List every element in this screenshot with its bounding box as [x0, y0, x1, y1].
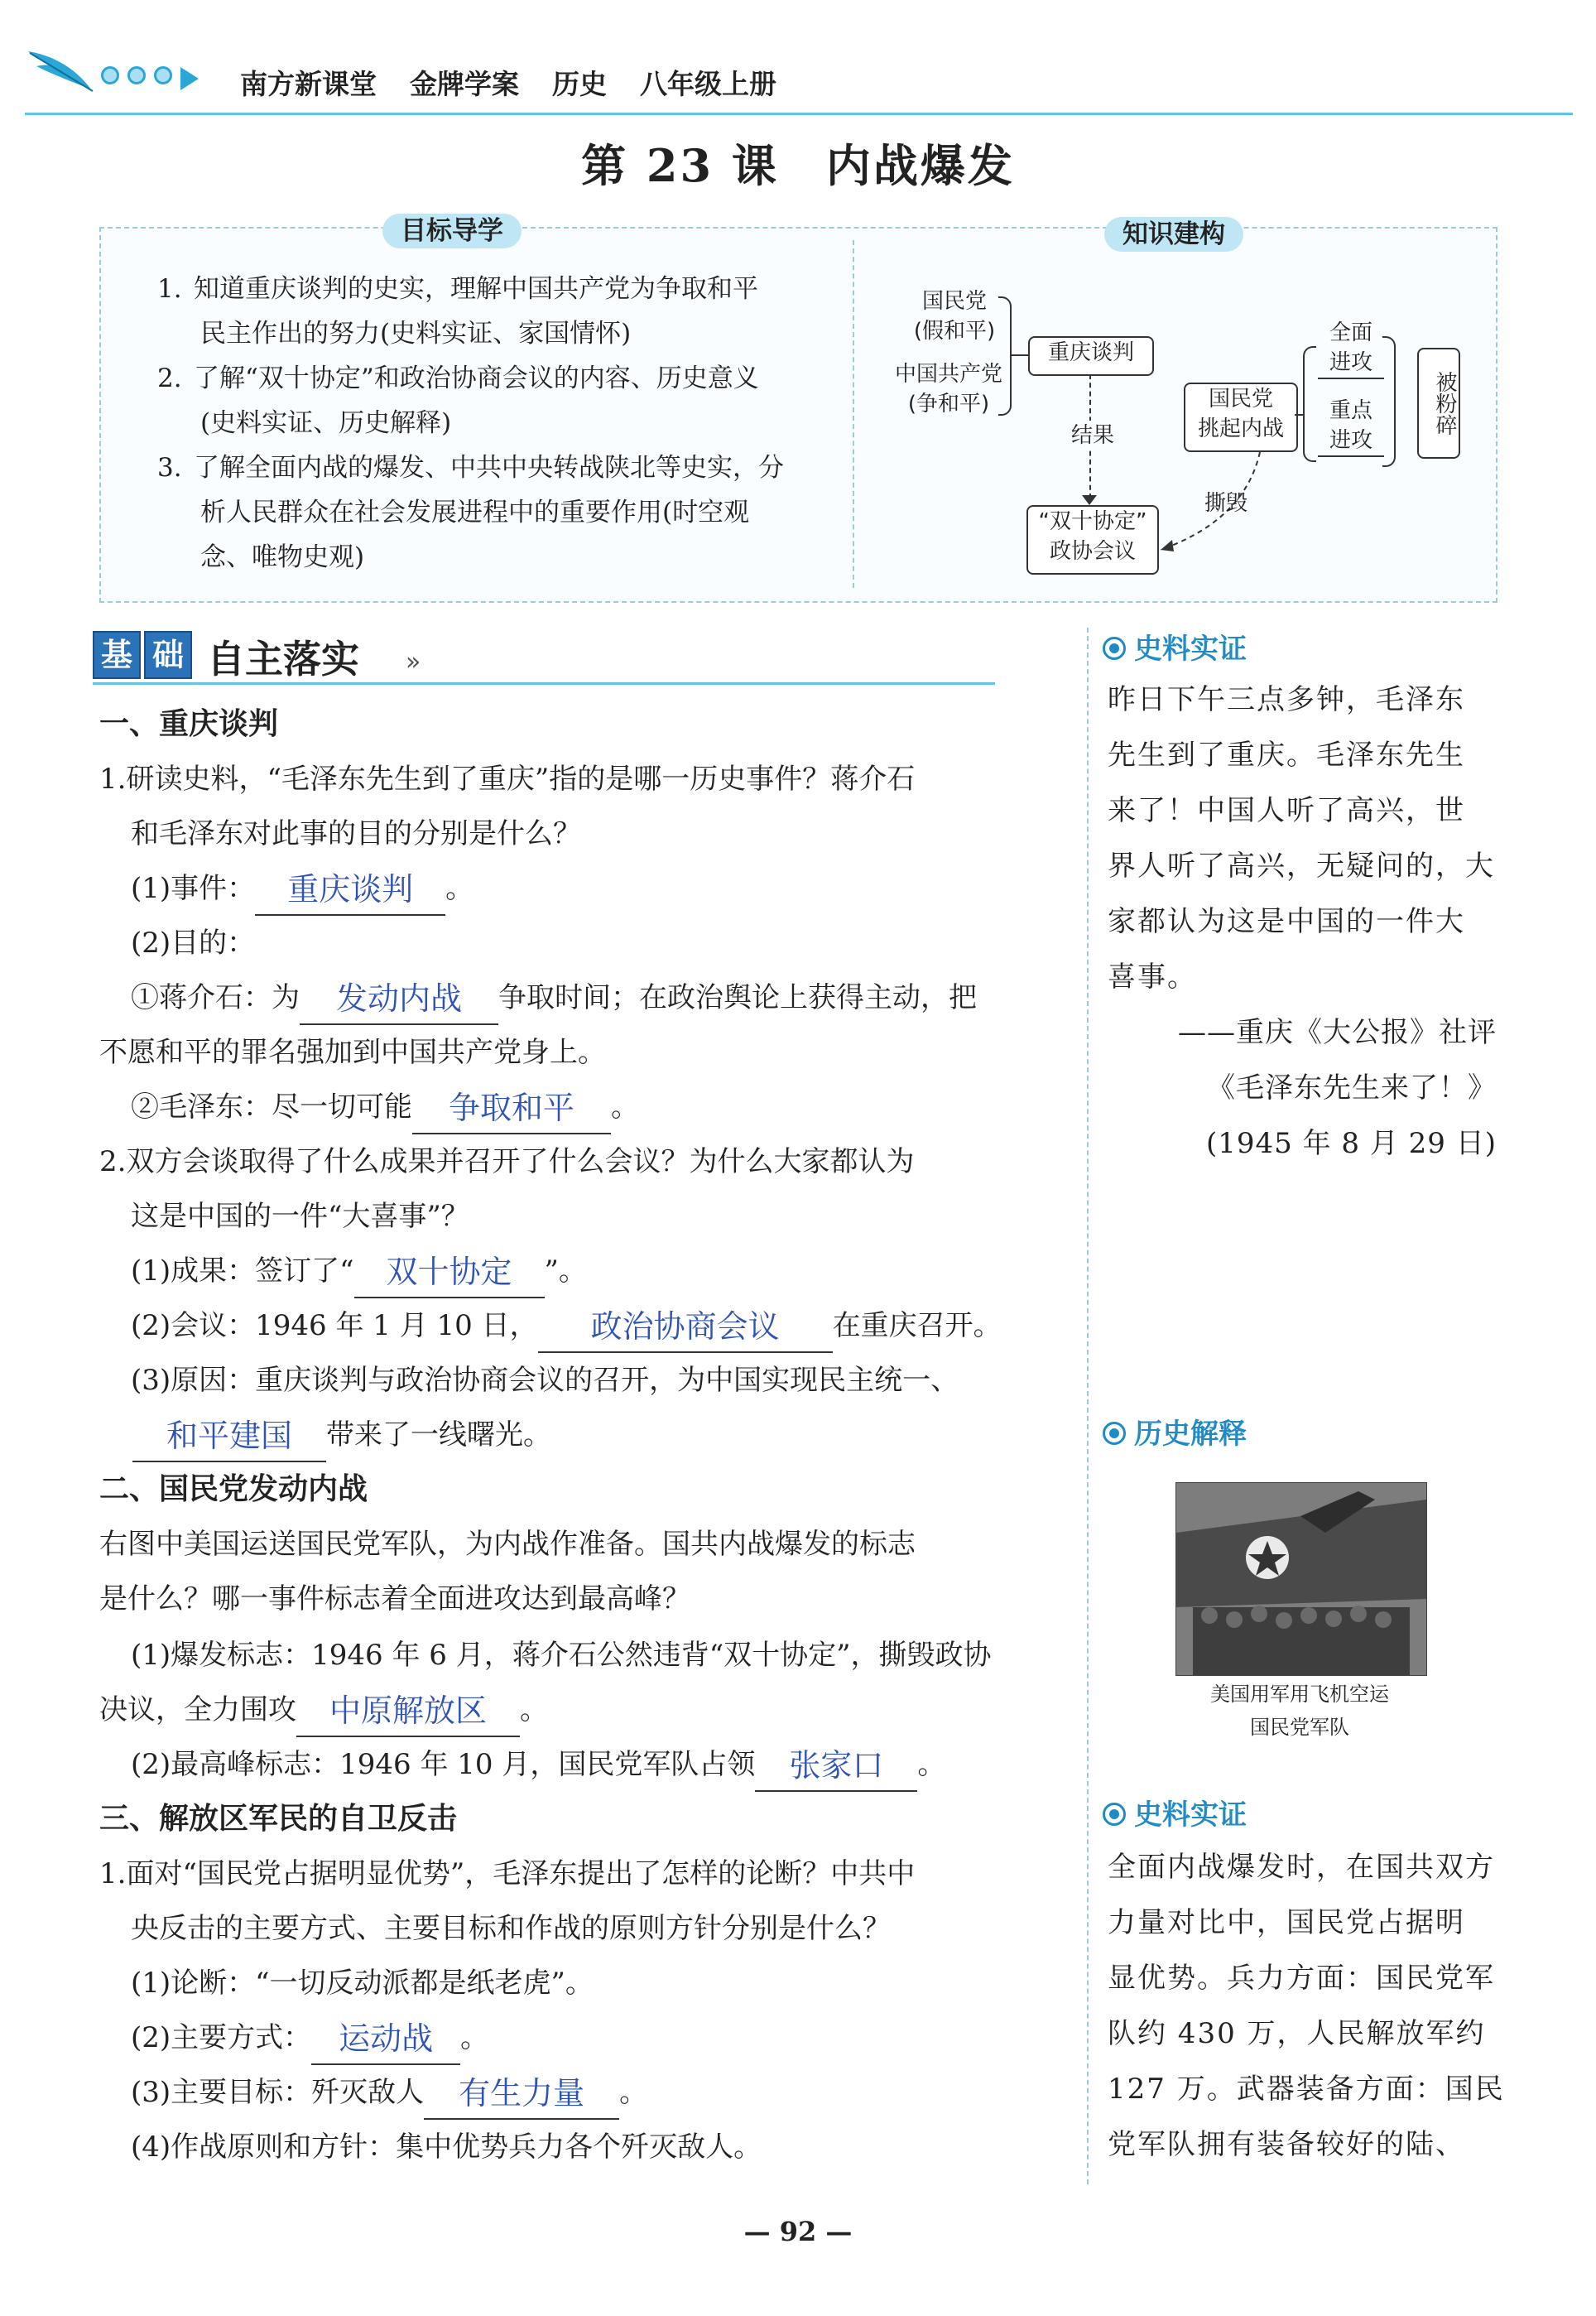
- goal-item: [157, 267, 853, 356]
- diagram-ccp: 中国共产党 (争和平): [894, 362, 1002, 416]
- goal-item: [157, 445, 853, 580]
- diagram-connector: [1295, 414, 1303, 416]
- bullet-icon: [1103, 637, 1126, 660]
- diagram-connector: [1010, 354, 1028, 356]
- diagram-brace: [998, 296, 1012, 416]
- badge-char: 础: [144, 631, 192, 679]
- diagram-kmt: 国民党 (假和平): [913, 289, 996, 344]
- answer-blank: 运动战: [311, 2024, 460, 2065]
- badge-char: 基: [93, 631, 141, 679]
- answer-line: (1)成果：签订了“ 双十协定 ”。: [131, 1244, 587, 1298]
- page-number: — 92 —: [743, 2216, 853, 2247]
- part2-heading: 二、国民党发动内战: [99, 1472, 368, 1506]
- diagram-result: 结果: [1060, 421, 1126, 450]
- part3-heading: 三、解放区军民的自卫反击: [99, 1802, 458, 1836]
- answer-blank: 双十协定: [354, 1257, 545, 1298]
- answer-line: (1)事件： 重庆谈判 。: [131, 861, 474, 916]
- answer-blank: 重庆谈判: [255, 874, 445, 916]
- photo-caption: 美国用军用飞机空运 国民党军队: [1210, 1683, 1389, 1739]
- diagram-brace-right: [1382, 336, 1396, 467]
- answer-blank: 和平建国: [132, 1421, 326, 1462]
- question-text: 2.双方会谈取得了什么成果并召开了什么会议？为什么大家都认为: [99, 1145, 915, 1178]
- answer-text: (1)论断：“一切反动派都是纸老虎”。: [131, 1967, 594, 2000]
- side1-title: 史料实证: [1103, 626, 1247, 667]
- side-divider: [1087, 628, 1089, 2184]
- goal-item: [157, 356, 853, 445]
- goal-text: 了解全面内战的爆发、中共中央转战陕北等史实，分: [194, 453, 784, 483]
- goal-number: 2.: [157, 364, 182, 393]
- part1-heading: 一、重庆谈判: [99, 707, 279, 741]
- diagram-brace-left: [1303, 346, 1316, 462]
- answer-line: (3)主要目标：歼灭敌人 有生力量 。: [131, 2065, 647, 2120]
- goal-text: 了解“双十协定”和政治协商会议的内容、历史意义: [194, 364, 759, 393]
- play-arrow-icon: [180, 67, 199, 90]
- section-divider: [93, 682, 995, 685]
- feather-icon: [25, 46, 99, 96]
- answer-line: 决议，全力围攻 中原解放区 。: [99, 1683, 548, 1737]
- question-text: 这是中国的一件“大喜事”？: [131, 1200, 469, 1233]
- section-title: 自主落实: [207, 637, 359, 681]
- answer-label: (2)目的：: [131, 927, 256, 960]
- goal-text: (史料实证、历史解释): [200, 408, 452, 438]
- diagram-full-attack: 全面 进攻: [1318, 318, 1384, 379]
- question-text: 是什么？哪一事件标志着全面进攻达到最高峰？: [99, 1582, 690, 1615]
- aircraft-photo-illustration: [1176, 1483, 1426, 1675]
- answer-line: (2)最高峰标志：1946 年 10 月，国民党军队占领 张家口 。: [131, 1737, 945, 1792]
- history-photo: [1175, 1482, 1427, 1676]
- answer-line: ①蒋介石：为 发动内战 争取时间；在政治舆论上获得主动，把: [131, 970, 977, 1025]
- goal-number: 3.: [157, 453, 182, 483]
- grade-name: 八年级上册: [640, 68, 776, 100]
- answer-line: 和平建国 带来了一线曙光。: [132, 1408, 551, 1462]
- lesson-title: 第 23 课 内战爆发: [581, 139, 1015, 192]
- goal-text: 民主作出的努力(史料实证、家国情怀): [200, 319, 632, 349]
- arrow-down-icon: [1082, 495, 1097, 505]
- goal-text: 析人民群众在社会发展进程中的重要作用(时空观: [200, 498, 750, 527]
- side2-title: 历史解释: [1103, 1411, 1247, 1452]
- diagram-smashed: 被粉碎: [1417, 348, 1460, 459]
- answer-text: (4)作战原则和方针：集中优势兵力各个歼灭敌人。: [131, 2131, 762, 2164]
- book-name: 金牌学案: [410, 68, 519, 100]
- goal-text: 念、唯物史观): [200, 542, 365, 572]
- goals-list: [157, 267, 853, 580]
- answer-text: 不愿和平的罪名强加到中国共产党身上。: [99, 1036, 606, 1069]
- header-dots: [101, 66, 199, 90]
- section-badge: [93, 631, 195, 679]
- answer-text: (3)原因：重庆谈判与政治协商会议的召开，为中国实现民主统一、: [131, 1364, 959, 1397]
- diagram-agreement: “双十协定” 政协会议: [1026, 505, 1159, 575]
- goals-divider: [853, 240, 854, 588]
- answer-blank: 中原解放区: [296, 1696, 520, 1737]
- question-text: 1.面对“国民党占据明显优势”，毛泽东提出了怎样的论断？中共中: [99, 1857, 916, 1890]
- question-text: 1.研读史料，“毛泽东先生到了重庆”指的是哪一历史事件？蒋介石: [99, 763, 916, 796]
- series-name: 南方新课堂: [240, 68, 377, 100]
- goal-number: 1.: [157, 274, 182, 304]
- answer-text: (1)爆发标志：1946 年 6 月，蒋介石公然违背“双十协定”，撕毁政协: [131, 1639, 992, 1672]
- knowledge-title: 知识建构: [1104, 217, 1243, 252]
- answer-blank: 有生力量: [424, 2078, 619, 2120]
- answer-line: (2)会议：1946 年 1 月 10 日， 政治协商会议 在重庆召开。: [131, 1298, 1002, 1353]
- diagram-talks: 重庆谈判: [1028, 336, 1154, 376]
- answer-line: (2)主要方式： 运动战 。: [131, 2010, 488, 2065]
- double-arrow-icon: »: [406, 648, 421, 677]
- answer-blank: 发动内战: [300, 984, 498, 1025]
- question-text: 央反击的主要方式、主要目标和作战的原则方针分别是什么？: [131, 1912, 891, 1945]
- bullet-icon: [1103, 1422, 1126, 1445]
- question-text: 和毛泽东对此事的目的分别是什么？: [131, 817, 581, 850]
- header-divider: [25, 113, 1573, 115]
- diagram-key-attack: 重点 进攻: [1318, 396, 1384, 457]
- goals-title: 目标导学: [382, 214, 522, 248]
- answer-line: ②毛泽东：尽一切可能 争取和平 。: [131, 1080, 639, 1134]
- main-content: [99, 697, 1060, 2188]
- header-title: [240, 63, 810, 102]
- page-header: [25, 41, 1573, 121]
- side3-text: 全面内战爆发时，在国共双方 力量对比中，国民党占据明 显优势。兵力方面：国民党军 队约 430 万，人民解放军约 127 万。武器装备方面：国民 党军队拥有装备较好的陆、: [1108, 1851, 1505, 2161]
- question-text: 右图中美国运送国民党军队，为内战作准备。国共内战爆发的标志: [99, 1528, 916, 1561]
- side3-title: 史料实证: [1103, 1792, 1247, 1832]
- answer-blank: 争取和平: [412, 1093, 611, 1134]
- subject-name: 历史: [552, 68, 607, 100]
- goal-text: 知道重庆谈判的史实，理解中国共产党为争取和平: [194, 274, 758, 304]
- diagram-kmt-war: 国民党 挑起内战: [1184, 383, 1298, 452]
- side1-text: 昨日下午三点多钟，毛泽东 先生到了重庆。毛泽东先生 来了！中国人听了高兴，世 界人听了高兴，无疑问的，大 家都认为这是中国的一件大 喜事。 ——重庆《大公报》社评 《毛泽东先生来了！》 (1945 年 8 月 29 日): [1108, 683, 1497, 1160]
- answer-blank: 政治协商会议: [538, 1312, 833, 1353]
- bullet-icon: [1103, 1803, 1126, 1826]
- diagram-tear: 撕毁: [1204, 491, 1247, 516]
- answer-blank: 张家口: [755, 1750, 917, 1792]
